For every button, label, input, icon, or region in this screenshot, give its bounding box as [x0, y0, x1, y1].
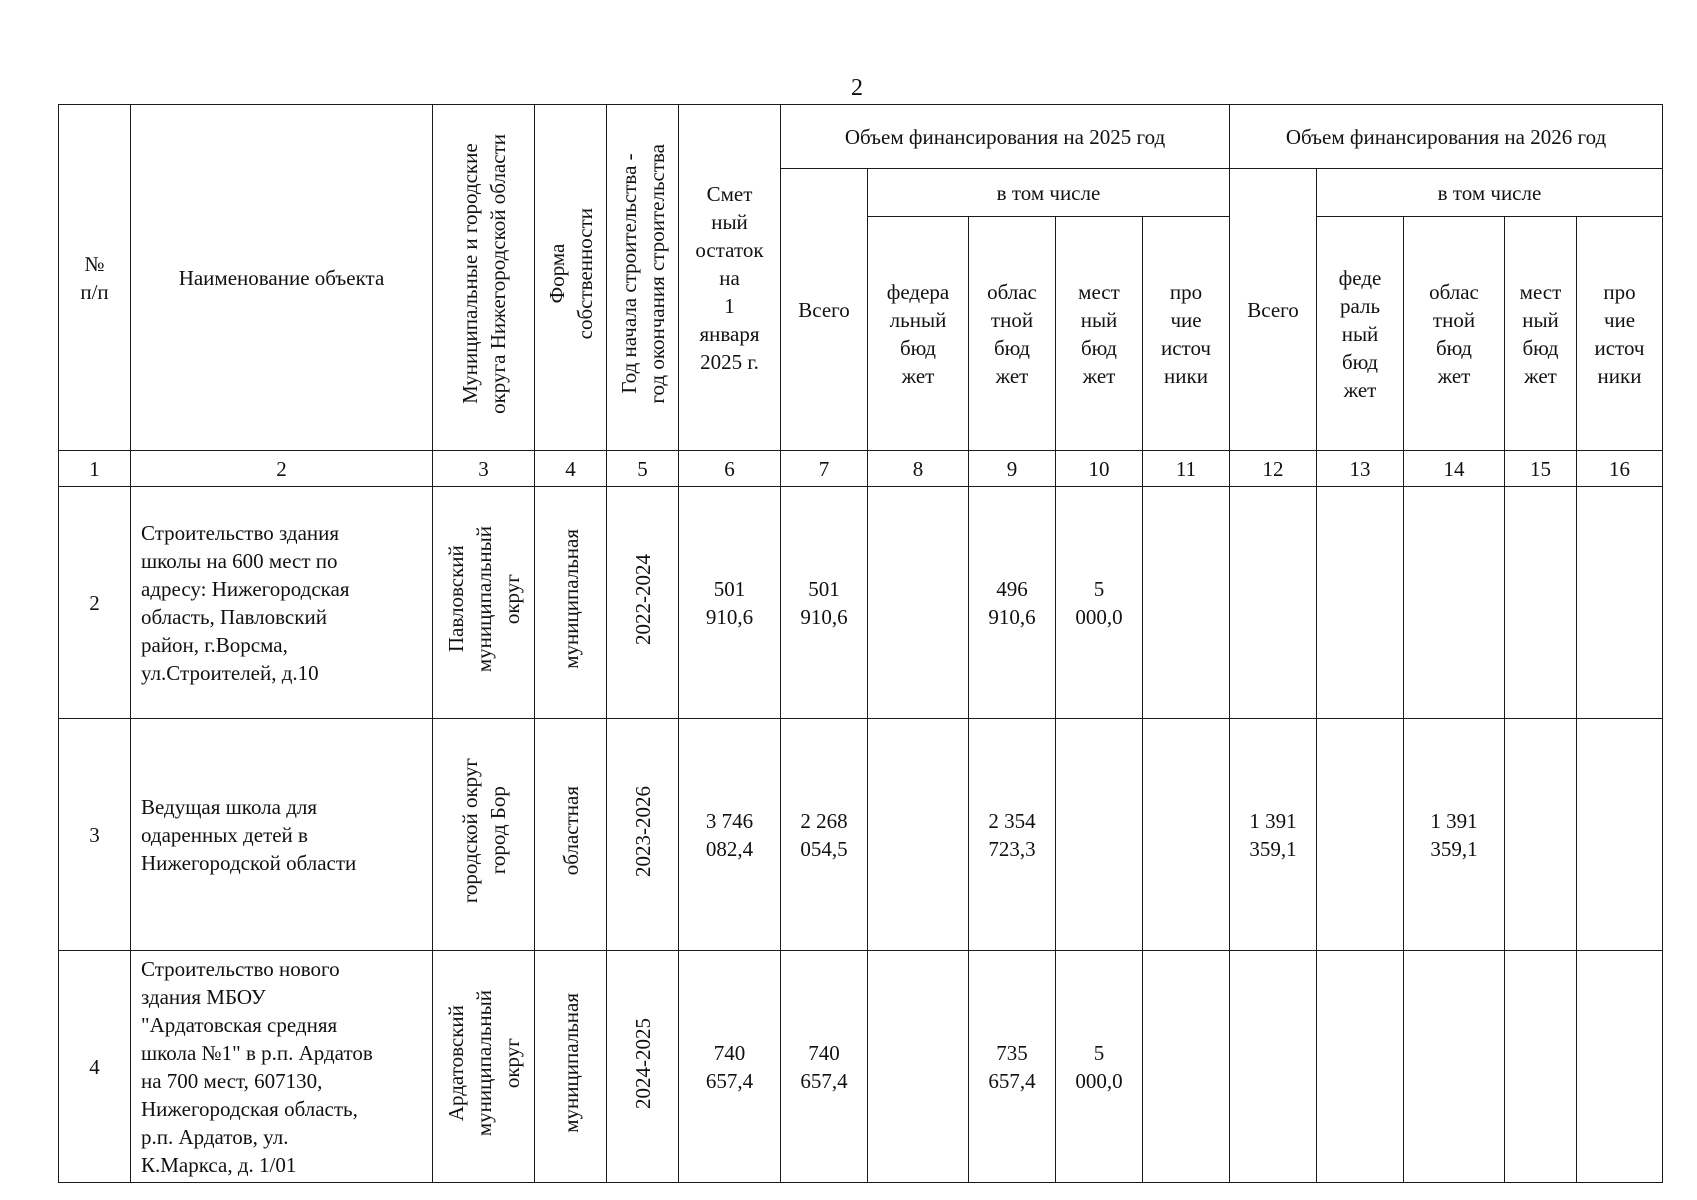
federal-2026	[1317, 487, 1404, 719]
header-municipality: Муниципальные и городские округа Нижегородской области	[433, 105, 535, 451]
total-2025: 501 910,6	[781, 487, 868, 719]
column-number: 16	[1577, 451, 1663, 487]
row-number: 3	[59, 719, 131, 951]
other-2026	[1577, 951, 1663, 1183]
local-2025: 5 000,0	[1056, 487, 1143, 719]
local-2025: 5 000,0	[1056, 951, 1143, 1183]
table-row	[59, 487, 1663, 719]
column-number-row	[59, 451, 1663, 487]
header-row-1	[59, 105, 1663, 169]
local-2025	[1056, 719, 1143, 951]
estimate-balance: 501 910,6	[679, 487, 781, 719]
column-number: 5	[607, 451, 679, 487]
column-number: 1	[59, 451, 131, 487]
page-number: 2	[851, 75, 863, 101]
estimate-balance: 740 657,4	[679, 951, 781, 1183]
header-local-2025: мест ный бюд жет	[1056, 217, 1143, 451]
column-number: 10	[1056, 451, 1143, 487]
federal-2026	[1317, 951, 1404, 1183]
header-other-2026: про чие источ ники	[1577, 217, 1663, 451]
federal-2025	[868, 487, 969, 719]
header-total-2026: Всего	[1230, 169, 1317, 451]
other-2026	[1577, 719, 1663, 951]
object-name: Строительство нового здания МБОУ "Ардатовская средняя школа №1" в р.п. Ардатов на 700 мест, 607130, Нижегородская область, р.п. Ардатов, ул. К.Маркса, д. 1/01	[131, 951, 433, 1183]
municipality: Павловский муниципальный округ	[433, 487, 535, 719]
object-name: Строительство здания школы на 600 мест по адресу: Нижегородская область, Павловский район, г.Ворсма, ул.Строителей, д.10	[131, 487, 433, 719]
column-number: 9	[969, 451, 1056, 487]
table-row	[59, 951, 1663, 1183]
local-2026	[1505, 719, 1577, 951]
ownership: областная	[535, 719, 607, 951]
regional-2025: 2 354 723,3	[969, 719, 1056, 951]
column-number: 12	[1230, 451, 1317, 487]
header-other-2025: про чие источ ники	[1143, 217, 1230, 451]
column-number: 15	[1505, 451, 1577, 487]
municipality: Ардатовский муниципальный округ	[433, 951, 535, 1183]
header-federal-2026: феде раль ный бюд жет	[1317, 217, 1404, 451]
municipality: городской округ город Бор	[433, 719, 535, 951]
header-construction-years: Год начала строительства - год окончания строительства	[607, 105, 679, 451]
federal-2025	[868, 951, 969, 1183]
row-number: 4	[59, 951, 131, 1183]
ownership: муниципальная	[535, 951, 607, 1183]
total-2026	[1230, 487, 1317, 719]
column-number: 3	[433, 451, 535, 487]
header-regional-2026: облас тной бюд жет	[1404, 217, 1505, 451]
column-number: 4	[535, 451, 607, 487]
header-num: № п/п	[59, 105, 131, 451]
header-including-2025: в том числе	[868, 169, 1230, 217]
construction-objects-table	[58, 104, 1663, 1183]
other-2026	[1577, 487, 1663, 719]
column-number: 13	[1317, 451, 1404, 487]
row-number: 2	[59, 487, 131, 719]
other-2025	[1143, 719, 1230, 951]
header-funding-2026: Объем финансирования на 2026 год	[1230, 105, 1663, 169]
header-regional-2025: облас тной бюд жет	[969, 217, 1056, 451]
header-including-2026: в том числе	[1317, 169, 1663, 217]
total-2025: 740 657,4	[781, 951, 868, 1183]
column-number: 8	[868, 451, 969, 487]
federal-2025	[868, 719, 969, 951]
header-ownership: Форма собственности	[535, 105, 607, 451]
regional-2025: 496 910,6	[969, 487, 1056, 719]
construction-years: 2024-2025	[607, 951, 679, 1183]
federal-2026	[1317, 719, 1404, 951]
local-2026	[1505, 487, 1577, 719]
local-2026	[1505, 951, 1577, 1183]
table-row	[59, 719, 1663, 951]
header-estimate-balance: Смет ный остаток на 1 января 2025 г.	[679, 105, 781, 451]
total-2025: 2 268 054,5	[781, 719, 868, 951]
regional-2026: 1 391 359,1	[1404, 719, 1505, 951]
column-number: 6	[679, 451, 781, 487]
header-funding-2025: Объем финансирования на 2025 год	[781, 105, 1230, 169]
total-2026: 1 391 359,1	[1230, 719, 1317, 951]
construction-years: 2023-2026	[607, 719, 679, 951]
column-number: 2	[131, 451, 433, 487]
regional-2026	[1404, 487, 1505, 719]
column-number: 14	[1404, 451, 1505, 487]
object-name: Ведущая школа для одаренных детей в Нижегородской области	[131, 719, 433, 951]
column-number: 11	[1143, 451, 1230, 487]
other-2025	[1143, 487, 1230, 719]
header-local-2026: мест ный бюд жет	[1505, 217, 1577, 451]
regional-2025: 735 657,4	[969, 951, 1056, 1183]
total-2026	[1230, 951, 1317, 1183]
ownership: муниципальная	[535, 487, 607, 719]
regional-2026	[1404, 951, 1505, 1183]
header-federal-2025: федера льный бюд жет	[868, 217, 969, 451]
estimate-balance: 3 746 082,4	[679, 719, 781, 951]
header-object-name: Наименование объекта	[131, 105, 433, 451]
header-total-2025: Всего	[781, 169, 868, 451]
other-2025	[1143, 951, 1230, 1183]
construction-years: 2022-2024	[607, 487, 679, 719]
column-number: 7	[781, 451, 868, 487]
